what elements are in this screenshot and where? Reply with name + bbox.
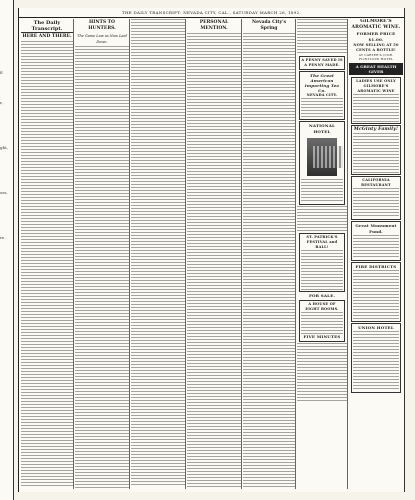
column-7-advertisements (349, 19, 403, 489)
previous-page-edge (0, 0, 14, 500)
masthead: THE DAILY TRANSCRIPT: NEVADA CITY, CAL., SATURDAY MARCH 26, 1892. (19, 8, 404, 18)
advertisement (299, 56, 345, 70)
advertisement (351, 176, 401, 220)
ad-text (297, 19, 347, 55)
advertisement (351, 221, 401, 261)
article-title: Nevada City's Spring (251, 20, 287, 31)
advertisement (351, 323, 401, 393)
ad-text (353, 133, 399, 173)
ad-text (301, 250, 343, 290)
column-5 (243, 19, 296, 489)
ad-headline: FOR SALE. (308, 293, 336, 298)
article-text (187, 33, 241, 488)
ad-headline: FIVE MINUTES (303, 334, 341, 339)
ad-text (353, 235, 399, 259)
column-3 (131, 19, 186, 489)
ad-headline: GILMORE'S AROMATIC WINE (357, 84, 395, 93)
ad-headline: ST. PATRICK'S FESTIVAL and BALL! (306, 235, 338, 249)
ad-subline: NEVADA CITY. (306, 93, 338, 97)
ad-text (353, 331, 399, 391)
column-4 (187, 19, 242, 489)
paper-title: The Daily Transcript. (21, 20, 73, 33)
ad-headline: A HOUSE OF EIGHT ROOMS. (305, 302, 339, 311)
ad-headline: FIRE DISTRICTS (355, 264, 397, 269)
article-subtitle: The Game Law as Now Laid Down. (77, 34, 127, 44)
edge-fragment: ors, (0, 190, 8, 195)
article-text (21, 41, 73, 486)
advertisement (299, 300, 345, 342)
ad-text (353, 94, 399, 122)
section-heading: HERE AND THERE. (22, 34, 72, 39)
edge-fragment: E (0, 70, 3, 75)
ad-text (301, 312, 343, 334)
ad-headline: The Great American Importing Tea Co. (304, 73, 340, 93)
ad-text (301, 98, 343, 118)
newspaper-page (18, 8, 405, 492)
edge-fragment: re. (0, 235, 6, 240)
advertisement (351, 77, 401, 124)
article-text (243, 33, 295, 488)
ad-text (301, 179, 343, 203)
advertisement (351, 262, 401, 322)
ad-text (353, 270, 399, 320)
ad-text (297, 206, 347, 232)
ad-headline: NATIONAL HOTEL (308, 123, 336, 134)
article-title: PERSONAL MENTION. (199, 20, 229, 31)
ad-headline: GILMORE'S AROMATIC WINE. (351, 19, 401, 30)
article-text (75, 46, 129, 489)
ad-headline: CALIFORNIA RESTAURANT (361, 178, 391, 187)
ad-headline: Great Monument Fund. (355, 223, 397, 234)
edge-fragment: r, (0, 100, 3, 105)
advertisement (351, 125, 401, 175)
column-6-advertisements (297, 19, 348, 489)
ad-subline: FORMER PRICE $1.00. (356, 31, 396, 42)
ad-subline: NOW SELLING AT 50 CENTS A BOTTLE! (353, 43, 399, 52)
column-2 (75, 19, 130, 489)
ad-headline: McGinty Family! (353, 127, 399, 132)
edge-fragment: ght, (0, 145, 9, 150)
ad-headline: LADIES USE ONLY (356, 79, 396, 83)
advertisement (299, 121, 345, 205)
ad-subline: AT CARTER'S (COR. FLINTLOCK HOTEL (358, 53, 394, 61)
article-title: HINTS TO HUNTERS. (88, 20, 116, 31)
advertisement (299, 233, 345, 292)
ad-banner: A GREAT HEALTH GIVER (349, 63, 403, 75)
ad-headline: UNION HOTEL (358, 325, 394, 330)
column-1 (21, 19, 74, 489)
hotel-engraving (307, 138, 337, 176)
ad-headline: A PENNY SAVED IS A PENNY MADE. (301, 58, 343, 67)
ad-text (353, 188, 399, 218)
advertisement (299, 71, 345, 120)
ad-text (297, 343, 347, 403)
article-text (131, 19, 185, 485)
